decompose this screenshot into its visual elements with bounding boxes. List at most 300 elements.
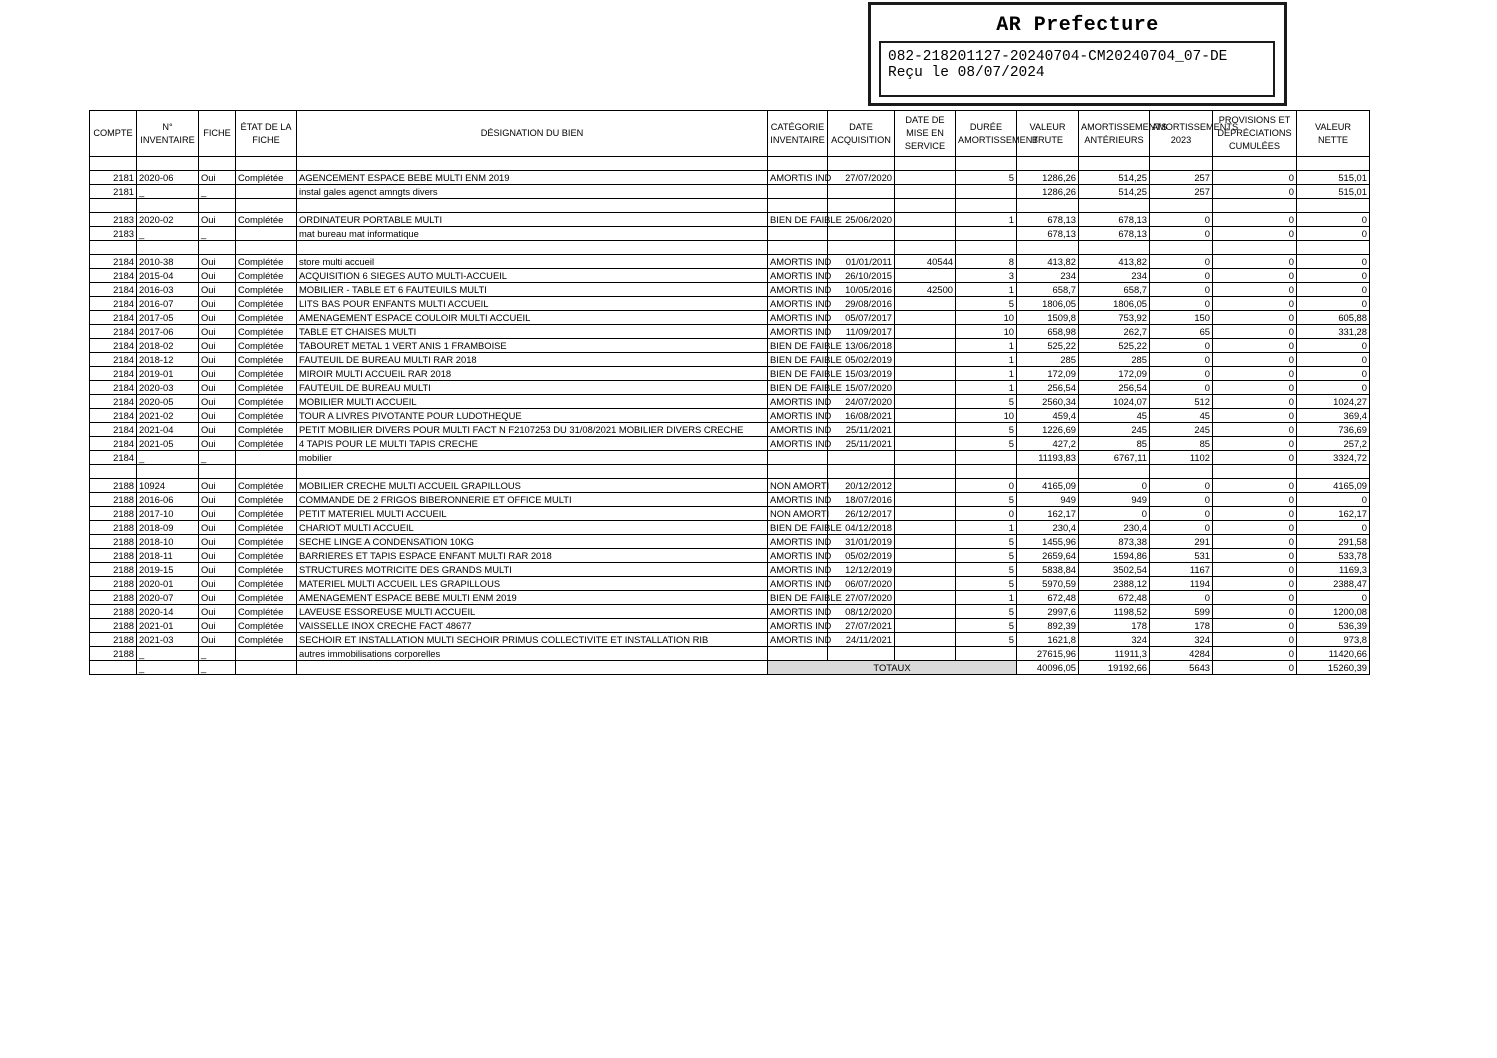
cell-compte: 2184 xyxy=(90,339,137,353)
totals-etat xyxy=(236,661,297,675)
cell-valeur-brute: 672,48 xyxy=(1017,591,1079,605)
header-valeur-brute: VALEUR BRUTE xyxy=(1017,111,1079,157)
header-provisions: PROVISIONS ET DÉPRÉCIATIONS CUMULÉES xyxy=(1213,111,1297,157)
cell-provisions: 0 xyxy=(1213,521,1297,535)
cell-duree: 5 xyxy=(956,577,1017,591)
cell-compte: 2188 xyxy=(90,577,137,591)
cell-date-service xyxy=(895,297,956,311)
cell-fiche: Oui xyxy=(199,269,236,283)
cell-inventaire: 2020-14 xyxy=(137,605,199,619)
cell-valeur-nette: 1169,3 xyxy=(1297,563,1370,577)
cell-date-service xyxy=(895,577,956,591)
cell-date-acquisition: 25/06/2020 xyxy=(828,213,895,227)
cell-valeur-nette: 0 xyxy=(1297,367,1370,381)
cell-inventaire: 2020-01 xyxy=(137,577,199,591)
cell-valeur-nette: 0 xyxy=(1297,213,1370,227)
cell-compte: 2184 xyxy=(90,353,137,367)
cell-categorie: AMORTIS IND xyxy=(768,535,828,549)
cell-compte xyxy=(90,241,137,255)
cell-categorie: AMORTIS IND xyxy=(768,409,828,423)
cell-inventaire: 2018-10 xyxy=(137,535,199,549)
cell-date-acquisition: 10/05/2016 xyxy=(828,283,895,297)
cell-amort-2023: 0 xyxy=(1150,269,1213,283)
cell-amort-2023: 178 xyxy=(1150,619,1213,633)
table-row xyxy=(90,633,1370,647)
cell-fiche: Oui xyxy=(199,437,236,451)
cell-amort-2023: 1167 xyxy=(1150,563,1213,577)
cell-provisions: 0 xyxy=(1213,395,1297,409)
totals-valeur-nette: 15260,39 xyxy=(1297,661,1370,675)
cell-duree: 5 xyxy=(956,563,1017,577)
cell-designation: TABOURET METAL 1 VERT ANIS 1 FRAMBOISE xyxy=(297,339,768,353)
cell-inventaire: 2021-03 xyxy=(137,633,199,647)
cell-amort-anterieurs: 245 xyxy=(1079,423,1150,437)
cell-etat: Complétée xyxy=(236,339,297,353)
cell-etat: Complétée xyxy=(236,269,297,283)
cell-designation: MIROIR MULTI ACCUEIL RAR 2018 xyxy=(297,367,768,381)
cell-date-acquisition xyxy=(828,227,895,241)
cell-date-acquisition xyxy=(828,185,895,199)
cell-date-acquisition: 29/08/2016 xyxy=(828,297,895,311)
cell-etat: Complétée xyxy=(236,283,297,297)
cell-date-service xyxy=(895,227,956,241)
cell-date-acquisition: 24/07/2020 xyxy=(828,395,895,409)
cell-fiche: _ xyxy=(199,451,236,465)
cell-date-service xyxy=(895,157,956,171)
cell-inventaire: _ xyxy=(137,451,199,465)
cell-categorie: AMORTIS IND xyxy=(768,619,828,633)
cell-valeur-nette: 536,39 xyxy=(1297,619,1370,633)
cell-etat: Complétée xyxy=(236,605,297,619)
cell-date-service xyxy=(895,479,956,493)
cell-provisions: 0 xyxy=(1213,507,1297,521)
cell-valeur-nette: 0 xyxy=(1297,591,1370,605)
cell-valeur-nette: 1024,27 xyxy=(1297,395,1370,409)
cell-inventaire: 2021-01 xyxy=(137,619,199,633)
stamp-reference-box xyxy=(879,41,1275,97)
table-row xyxy=(90,437,1370,451)
cell-amort-2023: 0 xyxy=(1150,283,1213,297)
stamp-reference-number: 082-218201127-20240704-CM20240704_07-DE xyxy=(888,49,1228,65)
cell-amort-2023: 0 xyxy=(1150,521,1213,535)
cell-etat: Complétée xyxy=(236,633,297,647)
header-designation: DÉSIGNATION DU BIEN xyxy=(297,111,768,157)
cell-duree xyxy=(956,241,1017,255)
cell-duree: 5 xyxy=(956,619,1017,633)
cell-categorie: BIEN DE FAIBLE xyxy=(768,213,828,227)
cell-fiche xyxy=(199,199,236,213)
cell-duree: 5 xyxy=(956,605,1017,619)
cell-etat xyxy=(236,199,297,213)
cell-provisions: 0 xyxy=(1213,577,1297,591)
cell-provisions: 0 xyxy=(1213,381,1297,395)
cell-date-service xyxy=(895,437,956,451)
cell-etat: Complétée xyxy=(236,619,297,633)
table-row xyxy=(90,549,1370,563)
cell-inventaire: 2020-03 xyxy=(137,381,199,395)
cell-duree: 1 xyxy=(956,381,1017,395)
cell-date-service xyxy=(895,493,956,507)
cell-compte xyxy=(90,465,137,479)
cell-compte: 2184 xyxy=(90,325,137,339)
cell-duree xyxy=(956,451,1017,465)
cell-duree: 5 xyxy=(956,437,1017,451)
cell-categorie xyxy=(768,185,828,199)
cell-designation: mobilier xyxy=(297,451,768,465)
table-body xyxy=(90,157,1370,661)
cell-valeur-nette: 973,8 xyxy=(1297,633,1370,647)
cell-amort-2023: 85 xyxy=(1150,437,1213,451)
cell-designation: ORDINATEUR PORTABLE MULTI xyxy=(297,213,768,227)
cell-fiche: Oui xyxy=(199,367,236,381)
cell-provisions: 0 xyxy=(1213,535,1297,549)
cell-fiche: Oui xyxy=(199,171,236,185)
cell-categorie xyxy=(768,647,828,661)
cell-amort-anterieurs: 3502,54 xyxy=(1079,563,1150,577)
cell-etat xyxy=(236,451,297,465)
cell-date-service xyxy=(895,185,956,199)
cell-compte: 2184 xyxy=(90,437,137,451)
cell-designation: LAVEUSE ESSOREUSE MULTI ACCUEIL xyxy=(297,605,768,619)
cell-provisions xyxy=(1213,199,1297,213)
table-row xyxy=(90,521,1370,535)
cell-duree: 1 xyxy=(956,367,1017,381)
cell-date-service: 42500 xyxy=(895,283,956,297)
cell-designation: MOBILIER - TABLE ET 6 FAUTEUILS MULTI xyxy=(297,283,768,297)
cell-fiche xyxy=(199,465,236,479)
cell-etat: Complétée xyxy=(236,479,297,493)
cell-duree: 5 xyxy=(956,549,1017,563)
cell-date-acquisition: 12/12/2019 xyxy=(828,563,895,577)
cell-designation: COMMANDE DE 2 FRIGOS BIBERONNERIE ET OFFICE MULTI xyxy=(297,493,768,507)
cell-date-service xyxy=(895,339,956,353)
cell-fiche: Oui xyxy=(199,395,236,409)
table-row xyxy=(90,157,1370,171)
cell-fiche: Oui xyxy=(199,493,236,507)
cell-designation: MATERIEL MULTI ACCUEIL LES GRAPILLOUS xyxy=(297,577,768,591)
cell-provisions: 0 xyxy=(1213,255,1297,269)
cell-fiche xyxy=(199,241,236,255)
cell-valeur-brute: 5970,59 xyxy=(1017,577,1079,591)
cell-valeur-brute: 27615,96 xyxy=(1017,647,1079,661)
cell-valeur-nette: 0 xyxy=(1297,227,1370,241)
cell-fiche: Oui xyxy=(199,591,236,605)
cell-duree xyxy=(956,185,1017,199)
cell-date-service xyxy=(895,423,956,437)
cell-categorie: AMORTIS IND xyxy=(768,269,828,283)
cell-date-service xyxy=(895,451,956,465)
cell-valeur-nette: 4165,09 xyxy=(1297,479,1370,493)
cell-compte: 2188 xyxy=(90,479,137,493)
cell-valeur-nette xyxy=(1297,157,1370,171)
cell-etat: Complétée xyxy=(236,577,297,591)
cell-valeur-nette: 2388,47 xyxy=(1297,577,1370,591)
cell-amort-anterieurs: 262,7 xyxy=(1079,325,1150,339)
cell-duree xyxy=(956,647,1017,661)
cell-inventaire: 2021-05 xyxy=(137,437,199,451)
cell-valeur-nette: 11420,66 xyxy=(1297,647,1370,661)
cell-date-acquisition: 08/12/2020 xyxy=(828,605,895,619)
cell-valeur-nette: 533,78 xyxy=(1297,549,1370,563)
cell-date-service xyxy=(895,633,956,647)
cell-valeur-brute: 658,98 xyxy=(1017,325,1079,339)
cell-inventaire: 2015-04 xyxy=(137,269,199,283)
cell-compte: 2183 xyxy=(90,213,137,227)
cell-valeur-brute: 5838,84 xyxy=(1017,563,1079,577)
cell-compte xyxy=(90,157,137,171)
cell-amort-2023: 257 xyxy=(1150,171,1213,185)
cell-date-acquisition xyxy=(828,157,895,171)
cell-valeur-nette: 3324,72 xyxy=(1297,451,1370,465)
cell-date-acquisition xyxy=(828,199,895,213)
cell-provisions: 0 xyxy=(1213,367,1297,381)
cell-inventaire: 2020-06 xyxy=(137,171,199,185)
table-row xyxy=(90,619,1370,633)
cell-inventaire: 10924 xyxy=(137,479,199,493)
cell-designation: AMENAGEMENT ESPACE COULOIR MULTI ACCUEIL xyxy=(297,311,768,325)
cell-valeur-brute: 658,7 xyxy=(1017,283,1079,297)
cell-inventaire: 2017-10 xyxy=(137,507,199,521)
stamp-received-date: Reçu le 08/07/2024 xyxy=(888,65,1045,81)
cell-compte: 2184 xyxy=(90,255,137,269)
cell-date-service xyxy=(895,465,956,479)
cell-date-acquisition: 20/12/2012 xyxy=(828,479,895,493)
table-row xyxy=(90,605,1370,619)
cell-etat: Complétée xyxy=(236,521,297,535)
cell-amort-anterieurs: 285 xyxy=(1079,353,1150,367)
cell-compte: 2188 xyxy=(90,549,137,563)
cell-amort-anterieurs: 11911,3 xyxy=(1079,647,1150,661)
cell-date-service xyxy=(895,521,956,535)
cell-inventaire: 2019-01 xyxy=(137,367,199,381)
cell-amort-2023: 0 xyxy=(1150,591,1213,605)
cell-designation xyxy=(297,241,768,255)
cell-valeur-nette: 0 xyxy=(1297,381,1370,395)
table-row xyxy=(90,409,1370,423)
cell-amort-anterieurs: 2388,12 xyxy=(1079,577,1150,591)
cell-designation xyxy=(297,199,768,213)
cell-date-service xyxy=(895,535,956,549)
cell-provisions: 0 xyxy=(1213,633,1297,647)
cell-duree: 1 xyxy=(956,521,1017,535)
cell-amort-2023: 512 xyxy=(1150,395,1213,409)
cell-duree xyxy=(956,227,1017,241)
cell-compte: 2184 xyxy=(90,423,137,437)
cell-etat xyxy=(236,647,297,661)
cell-categorie: AMORTIS IND xyxy=(768,395,828,409)
cell-compte: 2188 xyxy=(90,605,137,619)
cell-amort-anterieurs: 324 xyxy=(1079,633,1150,647)
table-row xyxy=(90,171,1370,185)
cell-amort-2023: 4284 xyxy=(1150,647,1213,661)
cell-designation: VAISSELLE INOX CRECHE FACT 48677 xyxy=(297,619,768,633)
totals-provisions: 0 xyxy=(1213,661,1297,675)
cell-valeur-nette: 0 xyxy=(1297,521,1370,535)
cell-provisions: 0 xyxy=(1213,591,1297,605)
cell-date-service xyxy=(895,605,956,619)
cell-amort-2023 xyxy=(1150,199,1213,213)
table-row xyxy=(90,381,1370,395)
cell-amort-anterieurs: 678,13 xyxy=(1079,213,1150,227)
cell-amort-anterieurs xyxy=(1079,465,1150,479)
cell-amort-anterieurs: 525,22 xyxy=(1079,339,1150,353)
cell-designation: STRUCTURES MOTRICITE DES GRANDS MULTI xyxy=(297,563,768,577)
cell-provisions: 0 xyxy=(1213,171,1297,185)
cell-amort-2023: 1194 xyxy=(1150,577,1213,591)
cell-fiche: Oui xyxy=(199,311,236,325)
table-row xyxy=(90,213,1370,227)
cell-provisions: 0 xyxy=(1213,437,1297,451)
cell-amort-2023 xyxy=(1150,157,1213,171)
cell-amort-anterieurs: 514,25 xyxy=(1079,171,1150,185)
table-row xyxy=(90,493,1370,507)
header-valeur-nette: VALEUR NETTE xyxy=(1297,111,1370,157)
cell-valeur-brute: 1621,8 xyxy=(1017,633,1079,647)
cell-inventaire xyxy=(137,199,199,213)
table-row xyxy=(90,269,1370,283)
cell-valeur-brute: 413,82 xyxy=(1017,255,1079,269)
cell-inventaire: 2018-12 xyxy=(137,353,199,367)
table-row xyxy=(90,647,1370,661)
cell-date-acquisition: 01/01/2011 xyxy=(828,255,895,269)
cell-inventaire: 2017-06 xyxy=(137,325,199,339)
cell-fiche: _ xyxy=(199,647,236,661)
cell-categorie: BIEN DE FAIBLE xyxy=(768,521,828,535)
cell-designation: SECHOIR ET INSTALLATION MULTI SECHOIR PRIMUS COLLECTIVITE ET INSTALLATION RIB xyxy=(297,633,768,647)
cell-date-service xyxy=(895,563,956,577)
cell-amort-2023: 324 xyxy=(1150,633,1213,647)
table-row xyxy=(90,535,1370,549)
cell-etat: Complétée xyxy=(236,437,297,451)
cell-etat xyxy=(236,157,297,171)
cell-provisions: 0 xyxy=(1213,325,1297,339)
cell-etat: Complétée xyxy=(236,591,297,605)
table-row xyxy=(90,577,1370,591)
cell-date-acquisition: 11/09/2017 xyxy=(828,325,895,339)
cell-date-acquisition xyxy=(828,241,895,255)
cell-fiche: Oui xyxy=(199,535,236,549)
cell-duree xyxy=(956,465,1017,479)
cell-valeur-brute: 1806,05 xyxy=(1017,297,1079,311)
cell-fiche: _ xyxy=(199,227,236,241)
cell-date-acquisition xyxy=(828,465,895,479)
cell-fiche: Oui xyxy=(199,605,236,619)
cell-etat: Complétée xyxy=(236,381,297,395)
cell-valeur-brute: 11193,83 xyxy=(1017,451,1079,465)
cell-designation: TABLE ET CHAISES MULTI xyxy=(297,325,768,339)
cell-date-service xyxy=(895,269,956,283)
cell-valeur-brute xyxy=(1017,465,1079,479)
cell-compte: 2184 xyxy=(90,297,137,311)
cell-date-service xyxy=(895,591,956,605)
cell-amort-anterieurs: 0 xyxy=(1079,479,1150,493)
cell-amort-2023: 1102 xyxy=(1150,451,1213,465)
cell-categorie: BIEN DE FAIBLE xyxy=(768,381,828,395)
cell-provisions: 0 xyxy=(1213,563,1297,577)
cell-categorie: AMORTIS IND xyxy=(768,255,828,269)
cell-date-service xyxy=(895,367,956,381)
cell-date-service xyxy=(895,213,956,227)
cell-duree xyxy=(956,199,1017,213)
cell-valeur-nette: 162,17 xyxy=(1297,507,1370,521)
cell-valeur-nette: 0 xyxy=(1297,493,1370,507)
totals-label: TOTAUX xyxy=(768,661,1017,675)
cell-valeur-brute xyxy=(1017,157,1079,171)
cell-designation: store multi accueil xyxy=(297,255,768,269)
cell-inventaire: 2017-05 xyxy=(137,311,199,325)
cell-duree: 5 xyxy=(956,633,1017,647)
cell-valeur-brute: 1286,26 xyxy=(1017,185,1079,199)
cell-provisions: 0 xyxy=(1213,353,1297,367)
cell-amort-anterieurs: 678,13 xyxy=(1079,227,1150,241)
cell-compte: 2184 xyxy=(90,409,137,423)
cell-inventaire: 2018-11 xyxy=(137,549,199,563)
cell-inventaire: 2018-02 xyxy=(137,339,199,353)
cell-provisions: 0 xyxy=(1213,605,1297,619)
cell-designation: TOUR A LIVRES PIVOTANTE POUR LUDOTHEQUE xyxy=(297,409,768,423)
cell-duree: 10 xyxy=(956,409,1017,423)
cell-provisions: 0 xyxy=(1213,619,1297,633)
cell-compte: 2184 xyxy=(90,311,137,325)
cell-date-service xyxy=(895,199,956,213)
cell-valeur-nette xyxy=(1297,465,1370,479)
table-row xyxy=(90,423,1370,437)
cell-amort-anterieurs: 672,48 xyxy=(1079,591,1150,605)
cell-categorie: AMORTIS IND xyxy=(768,549,828,563)
cell-date-acquisition: 16/08/2021 xyxy=(828,409,895,423)
cell-etat: Complétée xyxy=(236,213,297,227)
cell-date-acquisition: 13/06/2018 xyxy=(828,339,895,353)
cell-valeur-brute: 678,13 xyxy=(1017,213,1079,227)
cell-duree: 1 xyxy=(956,213,1017,227)
cell-valeur-brute: 162,17 xyxy=(1017,507,1079,521)
cell-inventaire: 2020-05 xyxy=(137,395,199,409)
cell-compte: 2188 xyxy=(90,563,137,577)
cell-provisions xyxy=(1213,157,1297,171)
header-date-service: DATE DE MISE EN SERVICE xyxy=(895,111,956,157)
cell-provisions: 0 xyxy=(1213,213,1297,227)
inventory-table xyxy=(89,110,1370,675)
table-row xyxy=(90,367,1370,381)
cell-categorie: NON AMORTI xyxy=(768,479,828,493)
table-row xyxy=(90,395,1370,409)
cell-designation: 4 TAPIS POUR LE MULTI TAPIS CRECHE xyxy=(297,437,768,451)
header-fiche: FICHE xyxy=(199,111,236,157)
cell-designation: FAUTEUIL DE BUREAU MULTI RAR 2018 xyxy=(297,353,768,367)
cell-valeur-nette: 736,69 xyxy=(1297,423,1370,437)
cell-provisions: 0 xyxy=(1213,451,1297,465)
cell-provisions: 0 xyxy=(1213,423,1297,437)
cell-designation: ACQUISITION 6 SIEGES AUTO MULTI-ACCUEIL xyxy=(297,269,768,283)
cell-amort-2023: 150 xyxy=(1150,311,1213,325)
cell-compte: 2188 xyxy=(90,507,137,521)
cell-amort-anterieurs xyxy=(1079,241,1150,255)
cell-compte: 2181 xyxy=(90,185,137,199)
cell-fiche: Oui xyxy=(199,353,236,367)
table-row xyxy=(90,465,1370,479)
header-categorie: CATÉGORIE INVENTAIRE xyxy=(768,111,828,157)
cell-categorie xyxy=(768,465,828,479)
header-date-acquisition: DATE ACQUISITION xyxy=(828,111,895,157)
totals-designation xyxy=(297,661,768,675)
cell-valeur-brute: 892,39 xyxy=(1017,619,1079,633)
cell-duree: 1 xyxy=(956,353,1017,367)
cell-amort-anterieurs: 1806,05 xyxy=(1079,297,1150,311)
cell-fiche: Oui xyxy=(199,381,236,395)
cell-amort-2023: 0 xyxy=(1150,255,1213,269)
cell-etat: Complétée xyxy=(236,325,297,339)
totals-amort-2023: 5643 xyxy=(1150,661,1213,675)
